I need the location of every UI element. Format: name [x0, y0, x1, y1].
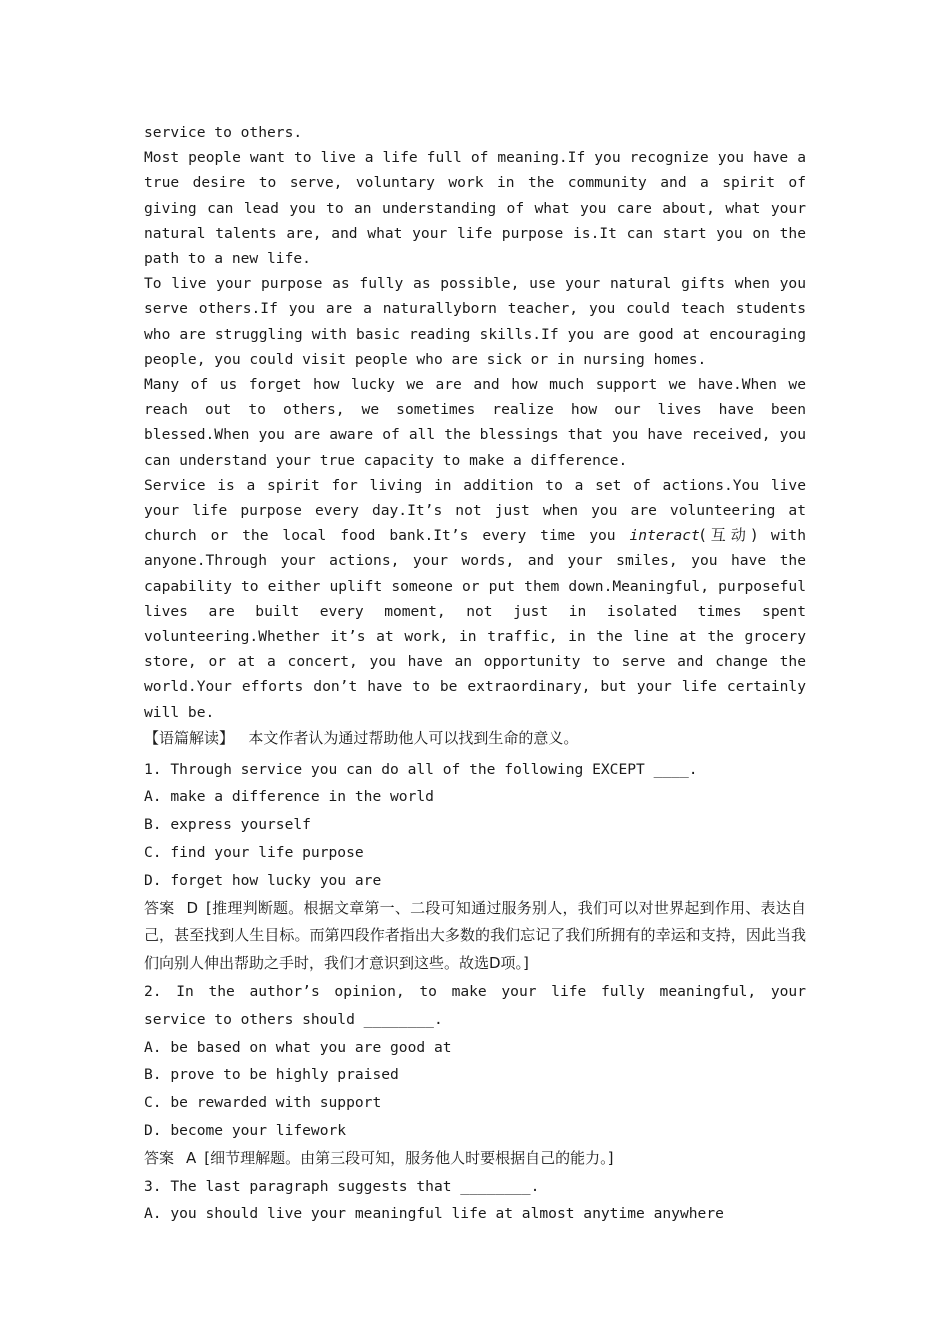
option-d: D. forget how lucky you are	[144, 871, 382, 889]
option-c: C. be rewarded with support	[144, 1094, 382, 1112]
gloss-translation: (互动)	[699, 526, 757, 545]
option-a: A. you should live your meaningful life at almost anytime anywhere	[144, 1205, 724, 1223]
question-stem: 1. Through service you can do all of the following EXCEPT ____.	[144, 760, 698, 778]
passage-interpretation	[144, 725, 806, 753]
passage-paragraph-3: Many of us forget how lucky we are and how much support we have.When we reach out to others, we sometimes realize how our lives have been blessed.When you are aware of all the blessings that you have received, you can understand your true capacity to make a difference.	[144, 376, 806, 469]
option-a: A. make a difference in the world	[144, 788, 434, 806]
explanation-text: [细节理解题。由第三段可知，服务他人时要根据自己的能力。]	[204, 1148, 614, 1167]
option-a: A. be based on what you are good at	[144, 1038, 452, 1056]
question-stem: 2. In the author’s opinion, to make your life fully meaningful, your service to others should ________.	[144, 983, 806, 1028]
answer-key: D	[186, 898, 199, 917]
passage-paragraph-1: Most people want to live a life full of meaning.If you recognize you have a true desire to serve, voluntary work in the community and a spirit of giving can lead you to an understanding of what you care about, what your natural talents are, and what your life purpose is.It can start you on the path to a new life.	[144, 149, 806, 268]
option-d: D. become your lifework	[144, 1122, 347, 1140]
answer-explanation	[144, 1145, 806, 1173]
option-c: C. find your life purpose	[144, 844, 364, 862]
glossed-word: interact	[629, 527, 700, 545]
paragraph-4-text-start: Service is a spirit for living in addition to a set of actions.You live your life purpose every day.It’s not just when you are volunteering at church or the local food bank.It’s every time you	[144, 476, 806, 545]
question-stem: 3. The last paragraph suggests that ________.	[144, 1177, 540, 1195]
answer-label: 答案	[144, 898, 175, 917]
passage-paragraph-2: To live your purpose as fully as possible, use your natural gifts when you serve others.If you are a naturallyborn teacher, you could teach students who are struggling with basic reading skills.If you are good at encouraging people, you could visit people who are sick or in nursing homes.	[144, 275, 806, 368]
question-1	[144, 756, 806, 978]
question-3	[144, 1173, 806, 1229]
document-page	[144, 120, 806, 1228]
answer-explanation	[144, 895, 806, 978]
passage-paragraph-4	[144, 473, 806, 725]
option-b: B. express yourself	[144, 816, 311, 834]
interpretation-text: 本文作者认为通过帮助他人可以找到生命的意义。	[248, 728, 579, 747]
interpretation-tag: 【语篇解读】	[144, 728, 235, 747]
answer-label: 答案	[144, 1148, 175, 1167]
option-b: B. prove to be highly praised	[144, 1066, 399, 1084]
explanation-text: [推理判断题。根据文章第一、二段可知通过服务别人，我们可以对世界起到作用、表达自己，甚至找到人生目标。而第四段作者指出大多数的我们忘记了我们所拥有的幸运和支持，因此当我们向别人伸出帮助之手时，我们才意识到这些。故选D项。]	[144, 898, 806, 973]
reading-passage	[144, 120, 806, 725]
paragraph-4-text-end: with anyone.Through your actions, your words, and your smiles, you have the capability to either uplift someone or put them down.Meaningful, purposeful lives are built every moment, not just in isolated times spent volunteering.Whether it’s at work, in traffic, in the line at the grocery store, or at a concert, you have an opportunity to serve and change the world.Your efforts don’t have to be extraordinary, but your life certainly will be.	[144, 527, 806, 721]
answer-key: A	[186, 1148, 197, 1167]
passage-paragraph-0: service to others.	[144, 124, 303, 141]
question-2	[144, 978, 806, 1173]
